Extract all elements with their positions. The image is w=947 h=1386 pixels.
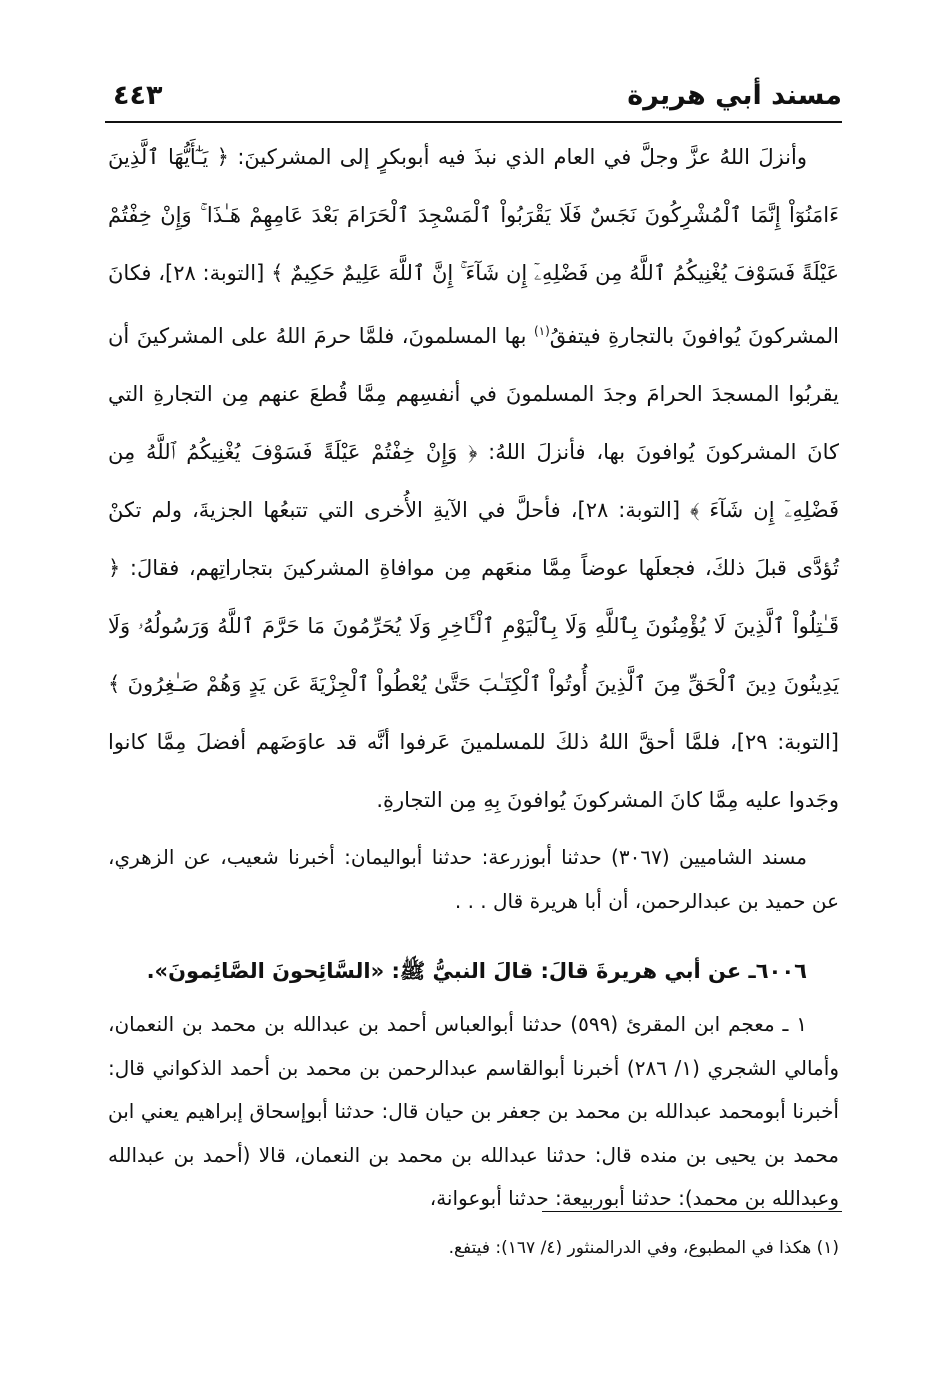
running-title: مسند أبي هريرة (627, 80, 842, 111)
main-text (108, 128, 839, 1221)
text-segment: [التوبة: ٢٨]، فكانَ المشركونَ يُوافونَ بالتجارةِ فيتفقُ (108, 261, 839, 348)
commentary-paragraph (108, 128, 839, 829)
quran-verse: ﴿ وَإِنْ خِفْتُمْ عَيْلَةً فَسَوْفَ يُغْنِيكُمُ ٱللَّهُ مِن فَضْلِهِۦٓ إِن شَآءَ ﴾ (108, 440, 840, 522)
quran-verse: ﴿ قَـٰتِلُواْ ٱلَّذِينَ لَا يُؤْمِنُونَ بِٱللَّهِ وَلَا بِٱلْيَوْمِ ٱلْـَٔاخِرِ وَلَا يُحَرِّمُونَ مَا حَرَّمَ ٱللَّهُ وَرَسُولُهُۥ وَلَا يَدِينُونَ دِينَ ٱلْحَقِّ مِنَ ٱلَّذِينَ أُوتُواْ ٱلْكِتَـٰبَ حَتَّىٰ يُعْطُواْ ٱلْجِزْيَةَ عَن يَدٍ وَهُمْ صَـٰغِرُونَ ﴾ (108, 556, 840, 696)
footnote-marker: (١) (533, 324, 550, 338)
footnote-divider (542, 1211, 842, 1212)
text-segment: [التوبة: ٢٨]، فأحلَّ في الآيةِ الأُخرى التي تتبعُها الجزيةَ، ولم تكنْ تُؤدَّى قبلَ ذلكَ، فجعلَها عوضاً مِمَّا منعَهم مِن موافاةِ المشركينَ بتجاراتِهم، فقالَ: (108, 498, 839, 580)
source-citation: ١ ـ معجم ابن المقرئ (٥٩٩) حدثنا أبوالعباس أحمد بن عبدالله بن محمد بن النعمان، وأمالي الشجري (١/ ٢٨٦) أخبرنا أبوالقاسم عبدالرحمن بن محمد بن أحمد الذكواني قال: أخبرنا أبومحمد عبدالله بن محمد بن جعفر بن حيان قال: حدثنا أبوإسحاق إبراهيم يعني ابن محمد بن يحيى بن منده قال: حدثنا عبدالله بن محمد بن النعمان، قالا (أحمد بن عبدالله وعبدالله بن محمد): حدثنا أبوربيعة: حدثنا أبوعوانة، (108, 1012, 839, 1210)
hadith-number: ٦٠٠٦ـ (748, 959, 807, 983)
source-citation: مسند الشاميين (٣٠٦٧) حدثنا أبوزرعة: حدثنا أبواليمان: أخبرنا شعيب، عن الزهري، عن حميد بن عبدالرحمن، أن أبا هريرة قال . . . (108, 845, 839, 913)
text-segment: وأنزلَ اللهُ عزَّ وجلَّ في العام الذي نبذَ فيه أبوبكرٍ إلى المشركينَ: (228, 145, 808, 169)
page-header (105, 74, 842, 122)
hadith-text: عن أبي هريرةَ قالَ: قالَ النبيُّ ﷺ: «السَّائِحونَ الصَّائِمونَ». (146, 959, 749, 983)
page-number: ٤٤٣ (113, 80, 163, 111)
text-segment: [التوبة: ٢٩]، فلمَّا أحقَّ اللهُ ذلكَ للمسلمينَ عَرفوا أنَّه قد عاوَضَهم أفضلَ مِمَّا كانوا وجَدوا عليه مِمَّا كانَ المشركونَ يُوافونَ بِهِ مِن التجارةِ. (108, 730, 839, 812)
header-divider (105, 121, 842, 123)
text-segment: بها المسلمونَ، فلمَّا حرمَ اللهُ على المشركينَ أن يقربُوا المسجدَ الحرامَ وجدَ المسلمونَ في أنفسِهم مِمَّا قُطعَ عنهم مِن التجارةِ التي كانَ المشركونَ يُوافونَ بها، فأنزلَ اللهُ: (108, 324, 839, 464)
quran-verse: ﴿ يَـٰٓأَيُّهَا ٱلَّذِينَ ءَامَنُوٓاْ إِنَّمَا ٱلْمُشْرِكُونَ نَجَسٌ فَلَا يَقْرَبُواْ ٱلْمَسْجِدَ ٱلْحَرَامَ بَعْدَ عَامِهِمْ هَـٰذَا ۚ وَإِنْ خِفْتُمْ عَيْلَةً فَسَوْفَ يُغْنِيكُمُ ٱللَّهُ مِن فَضْلِهِۦٓ إِن شَآءَ ۚ إِنَّ ٱللَّهَ عَلِيمٌ حَكِيمٌ ﴾ (108, 145, 840, 285)
hadith-heading (108, 951, 839, 991)
footnote: (١) هكذا في المطبوع، وفي الدرالمنثور (٤/ ١٦٧): فيتفع. (448, 1238, 839, 1258)
